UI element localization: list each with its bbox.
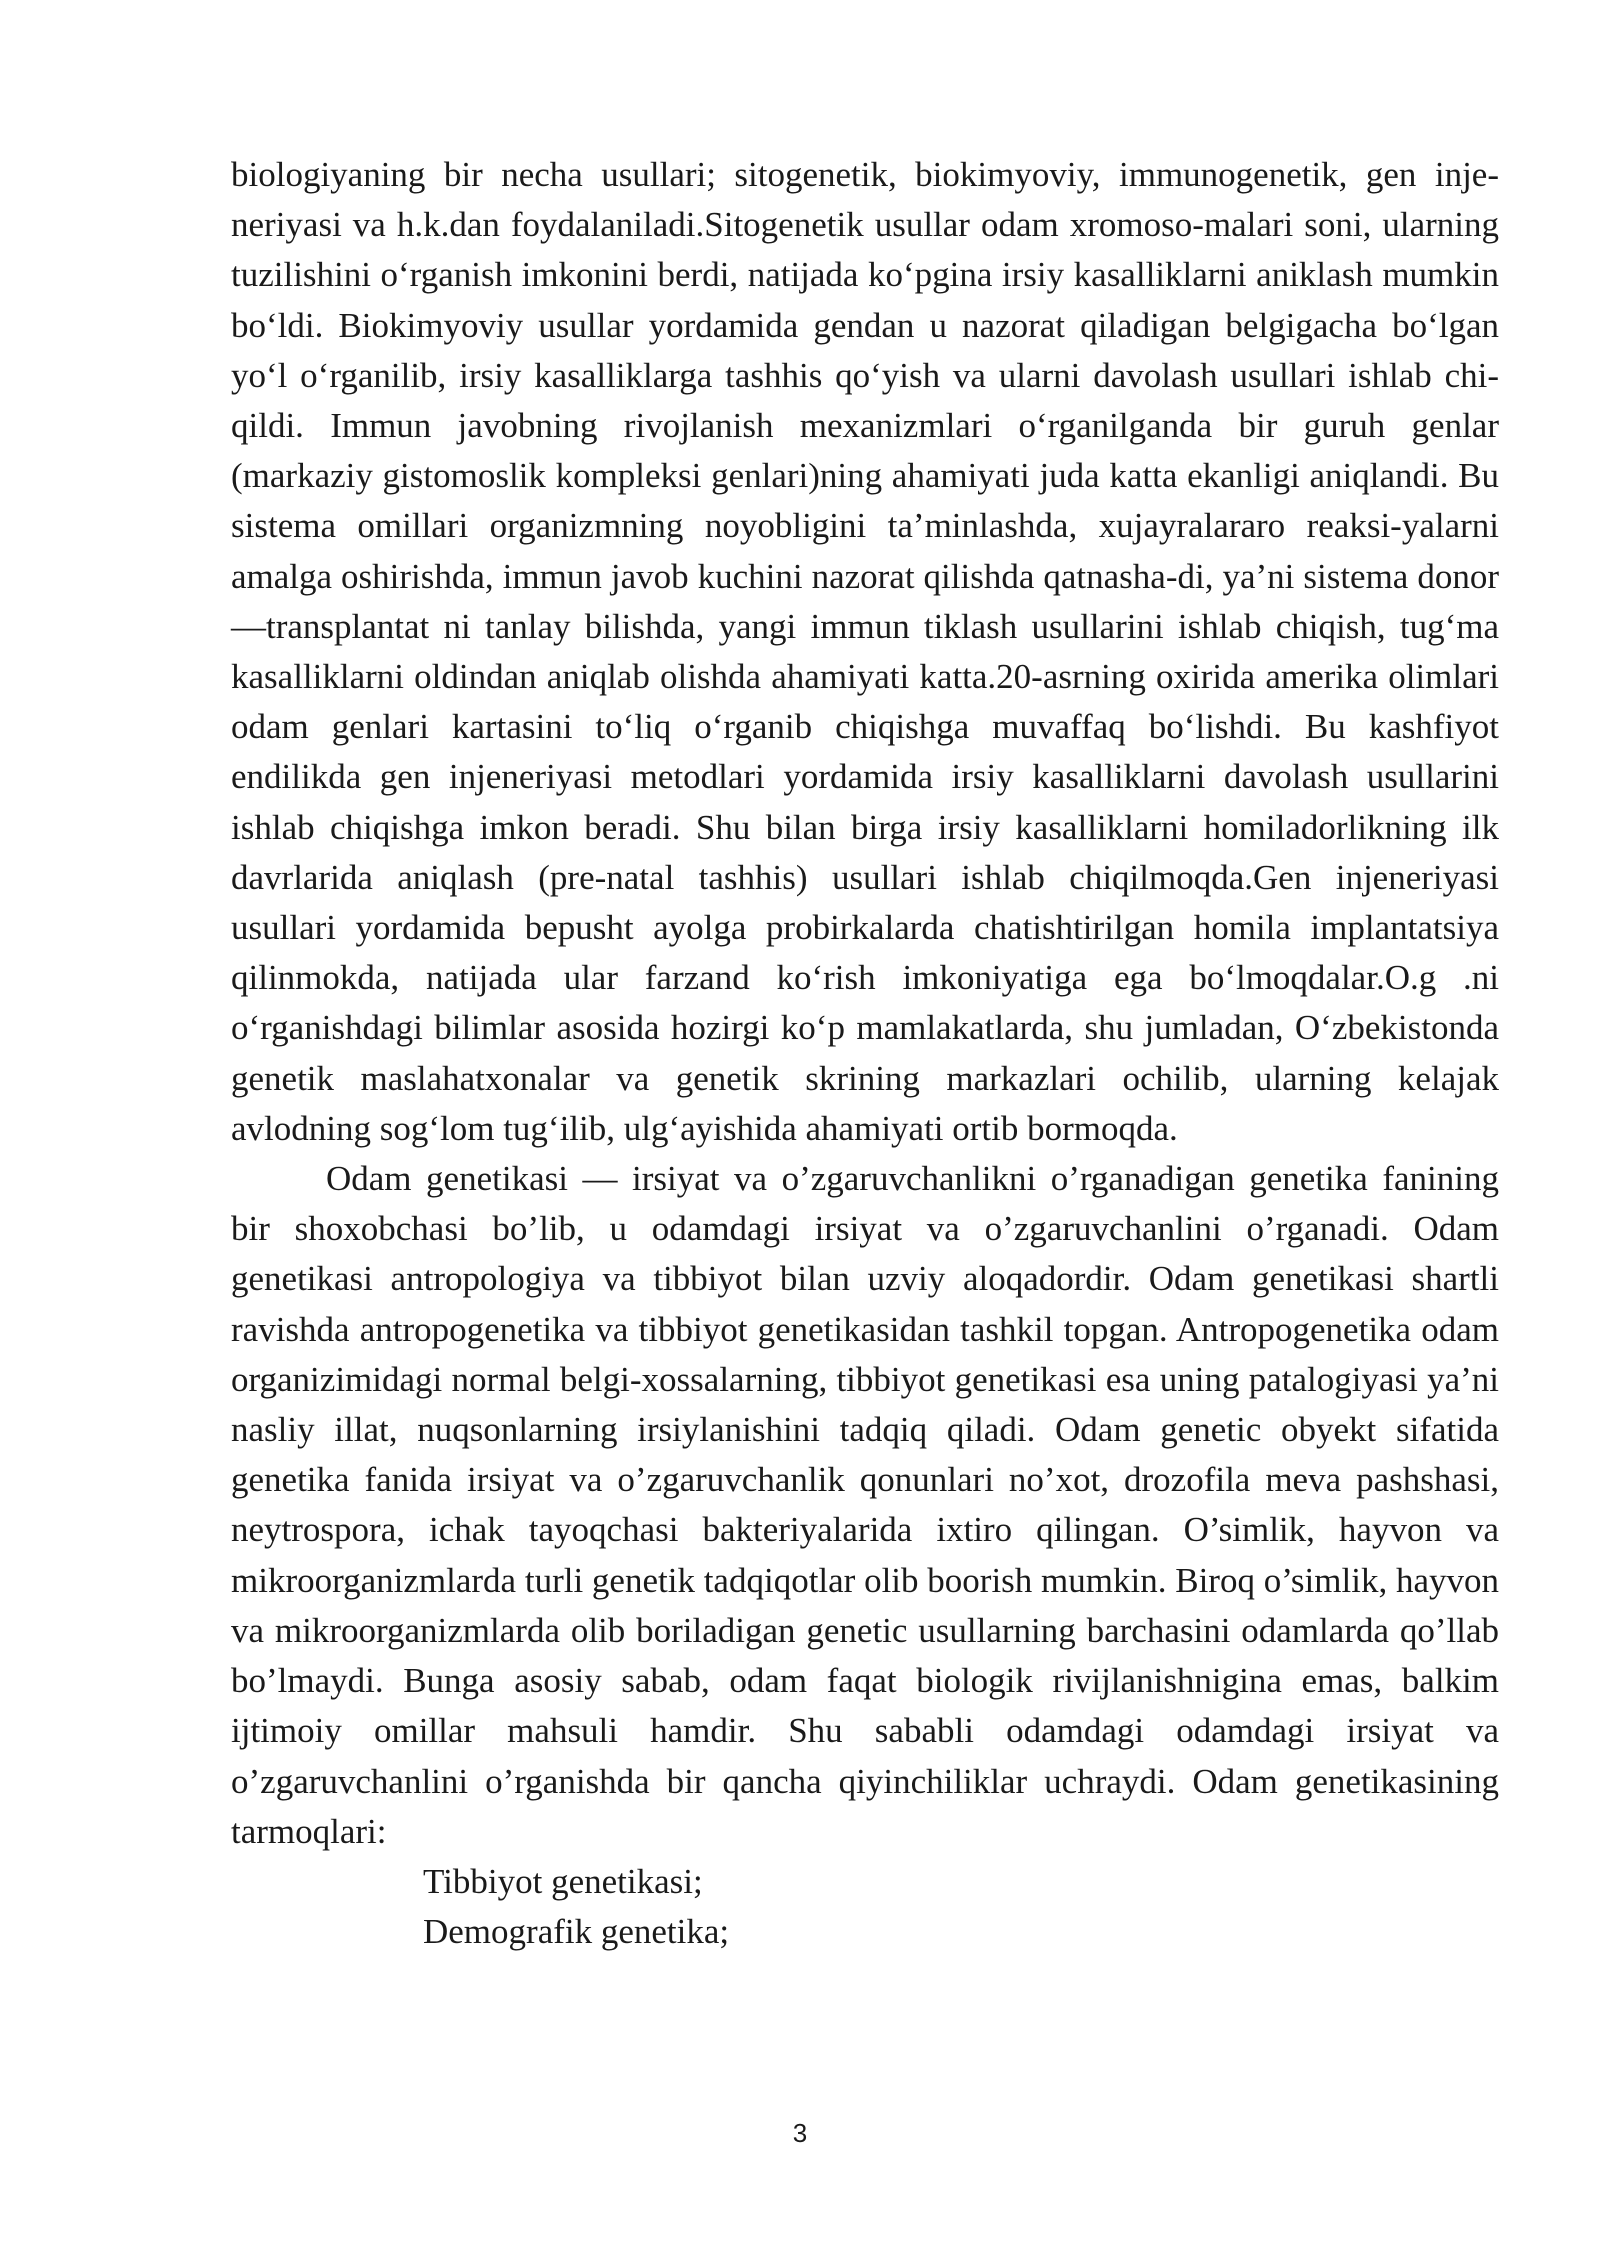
document-body: [231, 150, 1499, 1957]
list-item: Tibbiyot genetikasi;: [423, 1861, 703, 1901]
branches-list: [231, 1857, 1499, 1957]
paragraph-human-genetics: Odam genetikasi — irsiyat va o’zgaruvchanlikni o’rganadigan genetika fanining bir shoxobchasi bo’lib, u odamdagi irsiyat va o’zgaruvchanlini o’rganadi. Odam genetikasi antropologiya va tibbiyot bilan uzviy aloqadordir. Odam genetikasi shartli ravishda antropogenetika va tibbiyot genetikasidan tashkil topgan. Antropogenetika odam organizimidagi normal belgi-xossalarning, tibbiyot genetikasi esa uning patalogiyasi ya’ni nasliy illat, nuqsonlarning irsiylanishini tadqiq qiladi. Odam genetic obyekt sifatida genetika fanida irsiyat va o’zgaruvchanlik qonunlari no’xot, drozofila meva pashshasi, neytrospora, ichak tayoqchasi bakteriyalarida ixtiro qilingan. O’simlik, hayvon va mikroorganizmlarda turli genetik tadqiqotlar olib boorish mumkin. Biroq o’simlik, hayvon va mikroorganizmlarda olib boriladigan genetic usullarning barchasini odamlarda qo’llab bo’lmaydi. Bunga asosiy sabab, odam faqat biologik rivijlanishnigina emas, balkim ijtimoiy omillar mahsuli hamdir. Shu sababli odamdagi odamdagi irsiyat va o’zgaruvchanlini o’rganishda bir qancha qiyinchiliklar uchraydi. Odam genetikasining tarmoqlari:: [231, 1159, 1499, 1851]
list-item: Demografik genetika;: [423, 1912, 730, 1952]
paragraph-genetic-methods: biologiyaning bir necha usullari; sitogenetik, biokimyoviy, immunogenetik, gen inje-neriyasi va h.k.dan foydalaniladi.Sitogenetik usullar odam xromoso-malari soni, ularning tuzilishini o‘rganish imkonini berdi, natijada ko‘pgina irsiy kasalliklarni aniklash mumkin bo‘ldi. Biokimyoviy usullar yordamida gendan u nazorat qiladigan belgigacha bo‘lgan yo‘l o‘rganilib, irsiy kasalliklarga tashhis qo‘yish va ularni davolash usullari ishlab chi-qildi. Immun javobning rivojlanish mexanizmlari o‘rganilganda bir guruh genlar (markaziy gistomoslik kompleksi genlari)ning ahamiyati juda katta ekanligi aniqlandi. Bu sistema omillari organizmning noyobligini ta’minlashda, xujayralararo reaksi-yalarni amalga oshirishda, immun javob kuchini nazorat qilishda qatnasha-di, ya’ni sistema donor —transplantat ni tanlay bilishda, yangi immun tiklash usullarini ishlab chiqish, tug‘ma kasalliklarni oldindan aniqlab olishda ahamiyati katta.20-asrning oxirida amerika olimlari odam genlari kartasini to‘liq o‘rganib chiqishga muvaffaq bo‘lishdi. Bu kashfiyot endilikda gen injeneriyasi metodlari yordamida irsiy kasalliklarni davolash usullarini ishlab chiqishga imkon beradi. Shu bilan birga irsiy kasalliklarni homiladorlikning ilk davrlarida aniqlash (pre-natal tashhis) usullari ishlab chiqilmoqda.Gen injeneriyasi usullari yordamida bepusht ayolga probirkalarda chatishtirilgan homila implantatsiya qilinmokda, natijada ular farzand ko‘rish imkoniyatiga ega bo‘lmoqdalar.O.g .ni o‘rganishdagi bilimlar asosida hozirgi ko‘p mamlakatlarda, shu jumladan, O‘zbekistonda genetik maslahatxonalar va genetik skrining markazlari ochilib, ularning kelajak avlodning sog‘lom tug‘ilib, ulg‘ayishida ahamiyati ortib bormoqda.: [231, 155, 1499, 1148]
page-number: 3: [792, 2118, 808, 2148]
